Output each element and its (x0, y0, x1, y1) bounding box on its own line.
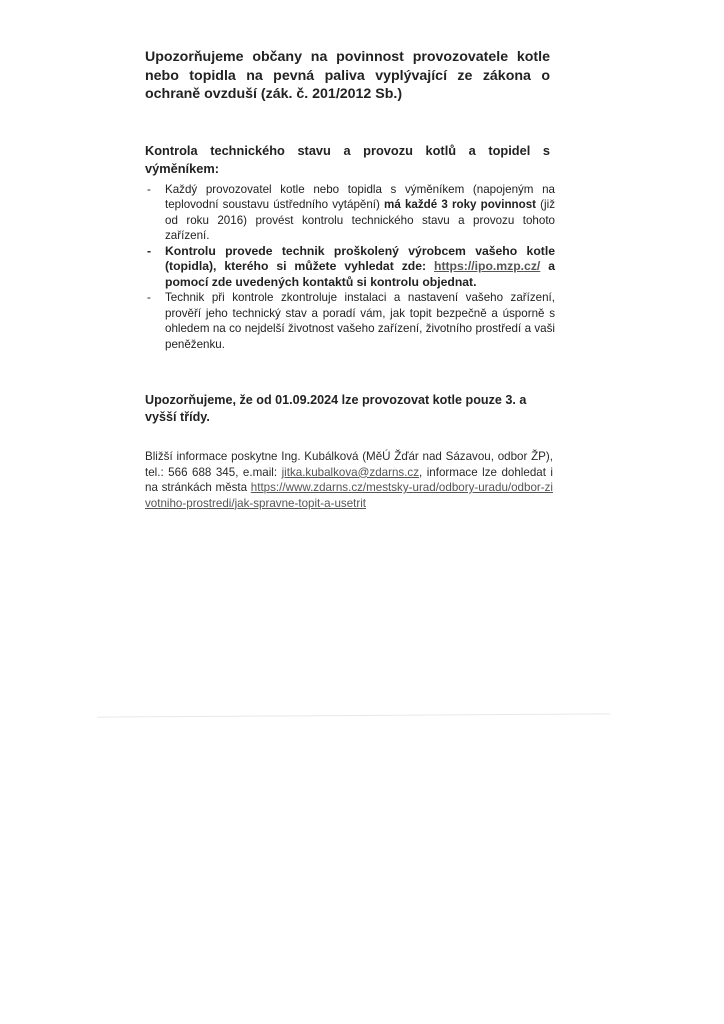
bullet-text: Kontrolu provede technik proškolený výrobcem vašeho kotle (topidla), kterého si můžete vyhledat zde: (165, 243, 555, 274)
bullet-list (145, 182, 555, 352)
email-link[interactable]: jitka.kubalkova@zdarns.cz (281, 465, 420, 479)
bullet-dash: - (147, 291, 151, 305)
bullet-dash: - (147, 243, 152, 258)
city-website-link[interactable]: https://www.zdarns.cz/mestsky-urad/odbory-uradu/odbor-zivotniho-prostredi/jak-spravne-topit-a-usetrit (145, 481, 553, 510)
document-title: Upozorňujeme občany na povinnost provozovatele kotle nebo topidla na pevná paliva vyplývající ze zákona o ochraně ovzduší (zák. č. 201/2012 Sb.) (145, 49, 550, 103)
contact-text: Bližší informace poskytne Ing. Kubálková (MěÚ Žďár nad Sázavou, odbor ŽP), tel.: 566 688 345, e.mail: (145, 450, 553, 479)
ipo-link[interactable]: https://ipo.mzp.cz/ (434, 259, 541, 274)
bullet-text: Každý provozovatel kotle nebo topidla s výměníkem (napojeným na teplovodní soustavu ústředního vytápění) (165, 183, 555, 212)
bullet-dash: - (147, 183, 151, 196)
scan-artifact-line (97, 713, 610, 717)
bullet-text: (již od roku 2016) provést kontrolu technického stavu a provozu tohoto zařízení. (165, 198, 555, 243)
bullet-text: Technik při kontrole zkontroluje instalaci a nastavení vašeho zařízení, prověří jeho technický stav a poradí vám, jak topit bezpečně a úsporně s ohledem na co nejdelší životnost vašeho zařízení, životního prostředí a vaši peněženku. (165, 291, 555, 351)
contact-paragraph (145, 449, 553, 511)
section-heading: Kontrola technického stavu a provozu kotlů a topidel s výměníkem: (145, 143, 550, 176)
contact-text: , informace lze dohledat i na stránkách města (145, 465, 554, 495)
list-item (145, 182, 555, 244)
bullet-emphasis: má každé 3 roky povinnost (384, 198, 537, 212)
list-item (145, 290, 555, 352)
bullet-text: a pomocí zde uvedených kontaktů si kontrolu objednat. (165, 259, 555, 289)
notice-paragraph: Upozorňujeme, že od 01.09.2024 lze provozovat kotle pouze 3. a vyšší třídy. (145, 393, 527, 425)
list-item (145, 244, 555, 291)
